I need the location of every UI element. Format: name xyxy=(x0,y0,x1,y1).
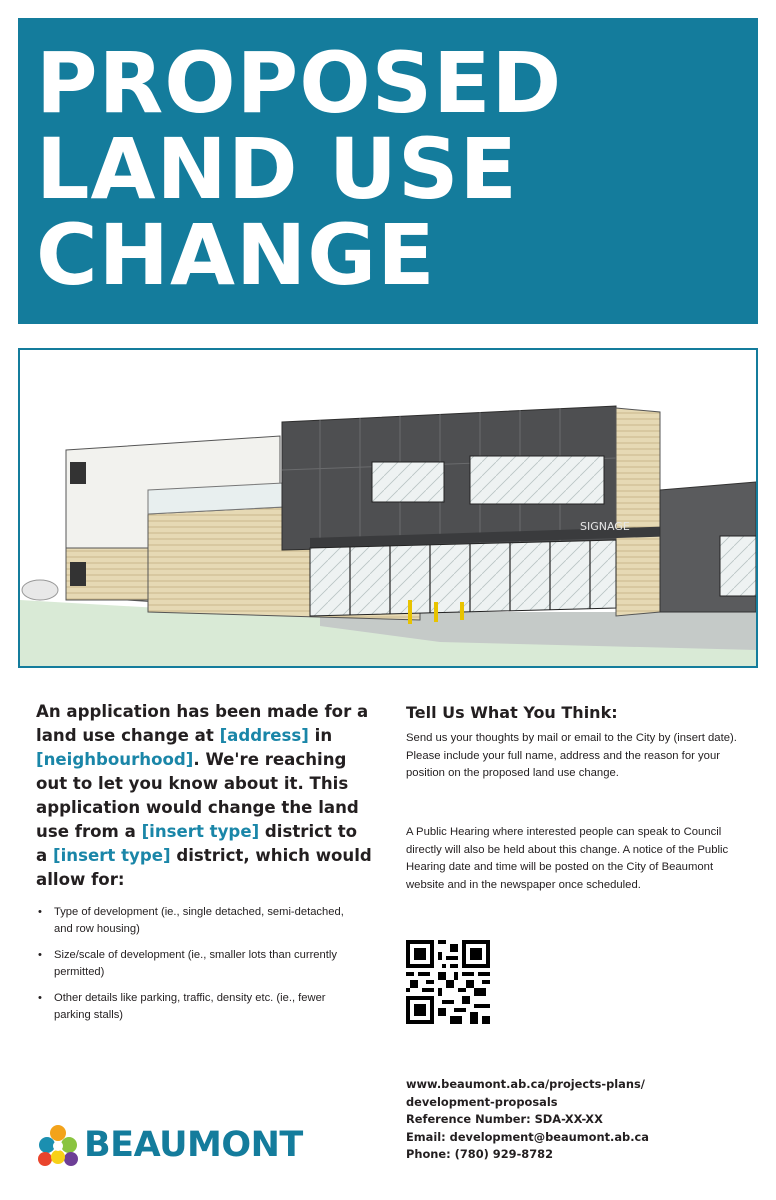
list-item-text: Other details like parking, traffic, density etc. (ie., fewer parking stalls) xyxy=(54,992,326,1021)
bullet-icon: • xyxy=(38,906,42,918)
lead-text: district, which would allow for: xyxy=(36,846,372,889)
building-rendering xyxy=(20,350,756,666)
contact-details xyxy=(406,1076,746,1164)
type-from-placeholder: [insert type] xyxy=(141,822,260,841)
list-item xyxy=(36,904,356,938)
logo-text: BEAUMONT xyxy=(84,1125,303,1165)
page-title xyxy=(36,34,563,304)
feedback-instructions: Send us your thoughts by mail or email to the City by (insert date). Please include your full name, address and the reason for your position on the proposed land use change. xyxy=(406,732,737,779)
qr-code-icon[interactable] xyxy=(406,940,490,1024)
beaumont-leaf-icon xyxy=(36,1123,80,1167)
contact-phone: Phone: (780) 929-8782 xyxy=(406,1147,553,1162)
contact-email[interactable]: Email: development@beaumont.ab.ca xyxy=(406,1129,649,1144)
list-item xyxy=(36,947,356,981)
address-placeholder: [address] xyxy=(219,726,309,745)
title-banner xyxy=(18,18,758,324)
lead-text: district to a xyxy=(36,822,358,865)
title-line: CHANGE xyxy=(36,206,436,304)
building-rendering-frame xyxy=(18,348,758,668)
list-item-text: Size/scale of development (ie., smaller lots than currently permitted) xyxy=(54,949,337,978)
list-item xyxy=(36,990,356,1024)
bullet-icon: • xyxy=(38,992,42,1004)
building-sign: SIGNAGE xyxy=(580,520,630,533)
application-description xyxy=(36,700,372,892)
feedback-heading: Tell Us What You Think: xyxy=(406,703,618,722)
project-url-continued[interactable]: development-proposals xyxy=(406,1094,558,1109)
lead-text: in xyxy=(308,726,333,745)
neighbourhood-placeholder: [neighbourhood] xyxy=(36,750,194,769)
lead-text: . We're reaching out to let you know about it. This application would change the land use from a xyxy=(36,750,359,841)
lead-text: An application has been made for a land use change at xyxy=(36,702,369,745)
reference-number: Reference Number: SDA-XX-XX xyxy=(406,1112,603,1127)
beaumont-logo xyxy=(36,1122,303,1168)
bullet-icon: • xyxy=(38,949,42,961)
allowance-list xyxy=(36,904,356,1033)
public-hearing-notice: A Public Hearing where interested people can speak to Council directly will also be held about this change. A notice of the Public Hearing date and time will be posted on the City of Beaumont website and in the newspaper once scheduled. xyxy=(406,826,729,891)
title-line: LAND USE xyxy=(36,120,518,218)
type-to-placeholder: [insert type] xyxy=(52,846,171,865)
title-line: PROPOSED xyxy=(36,34,563,132)
list-item-text: Type of development (ie., single detached, semi-detached, and row housing) xyxy=(54,906,344,935)
project-url[interactable]: www.beaumont.ab.ca/projects-plans/ xyxy=(406,1077,645,1091)
